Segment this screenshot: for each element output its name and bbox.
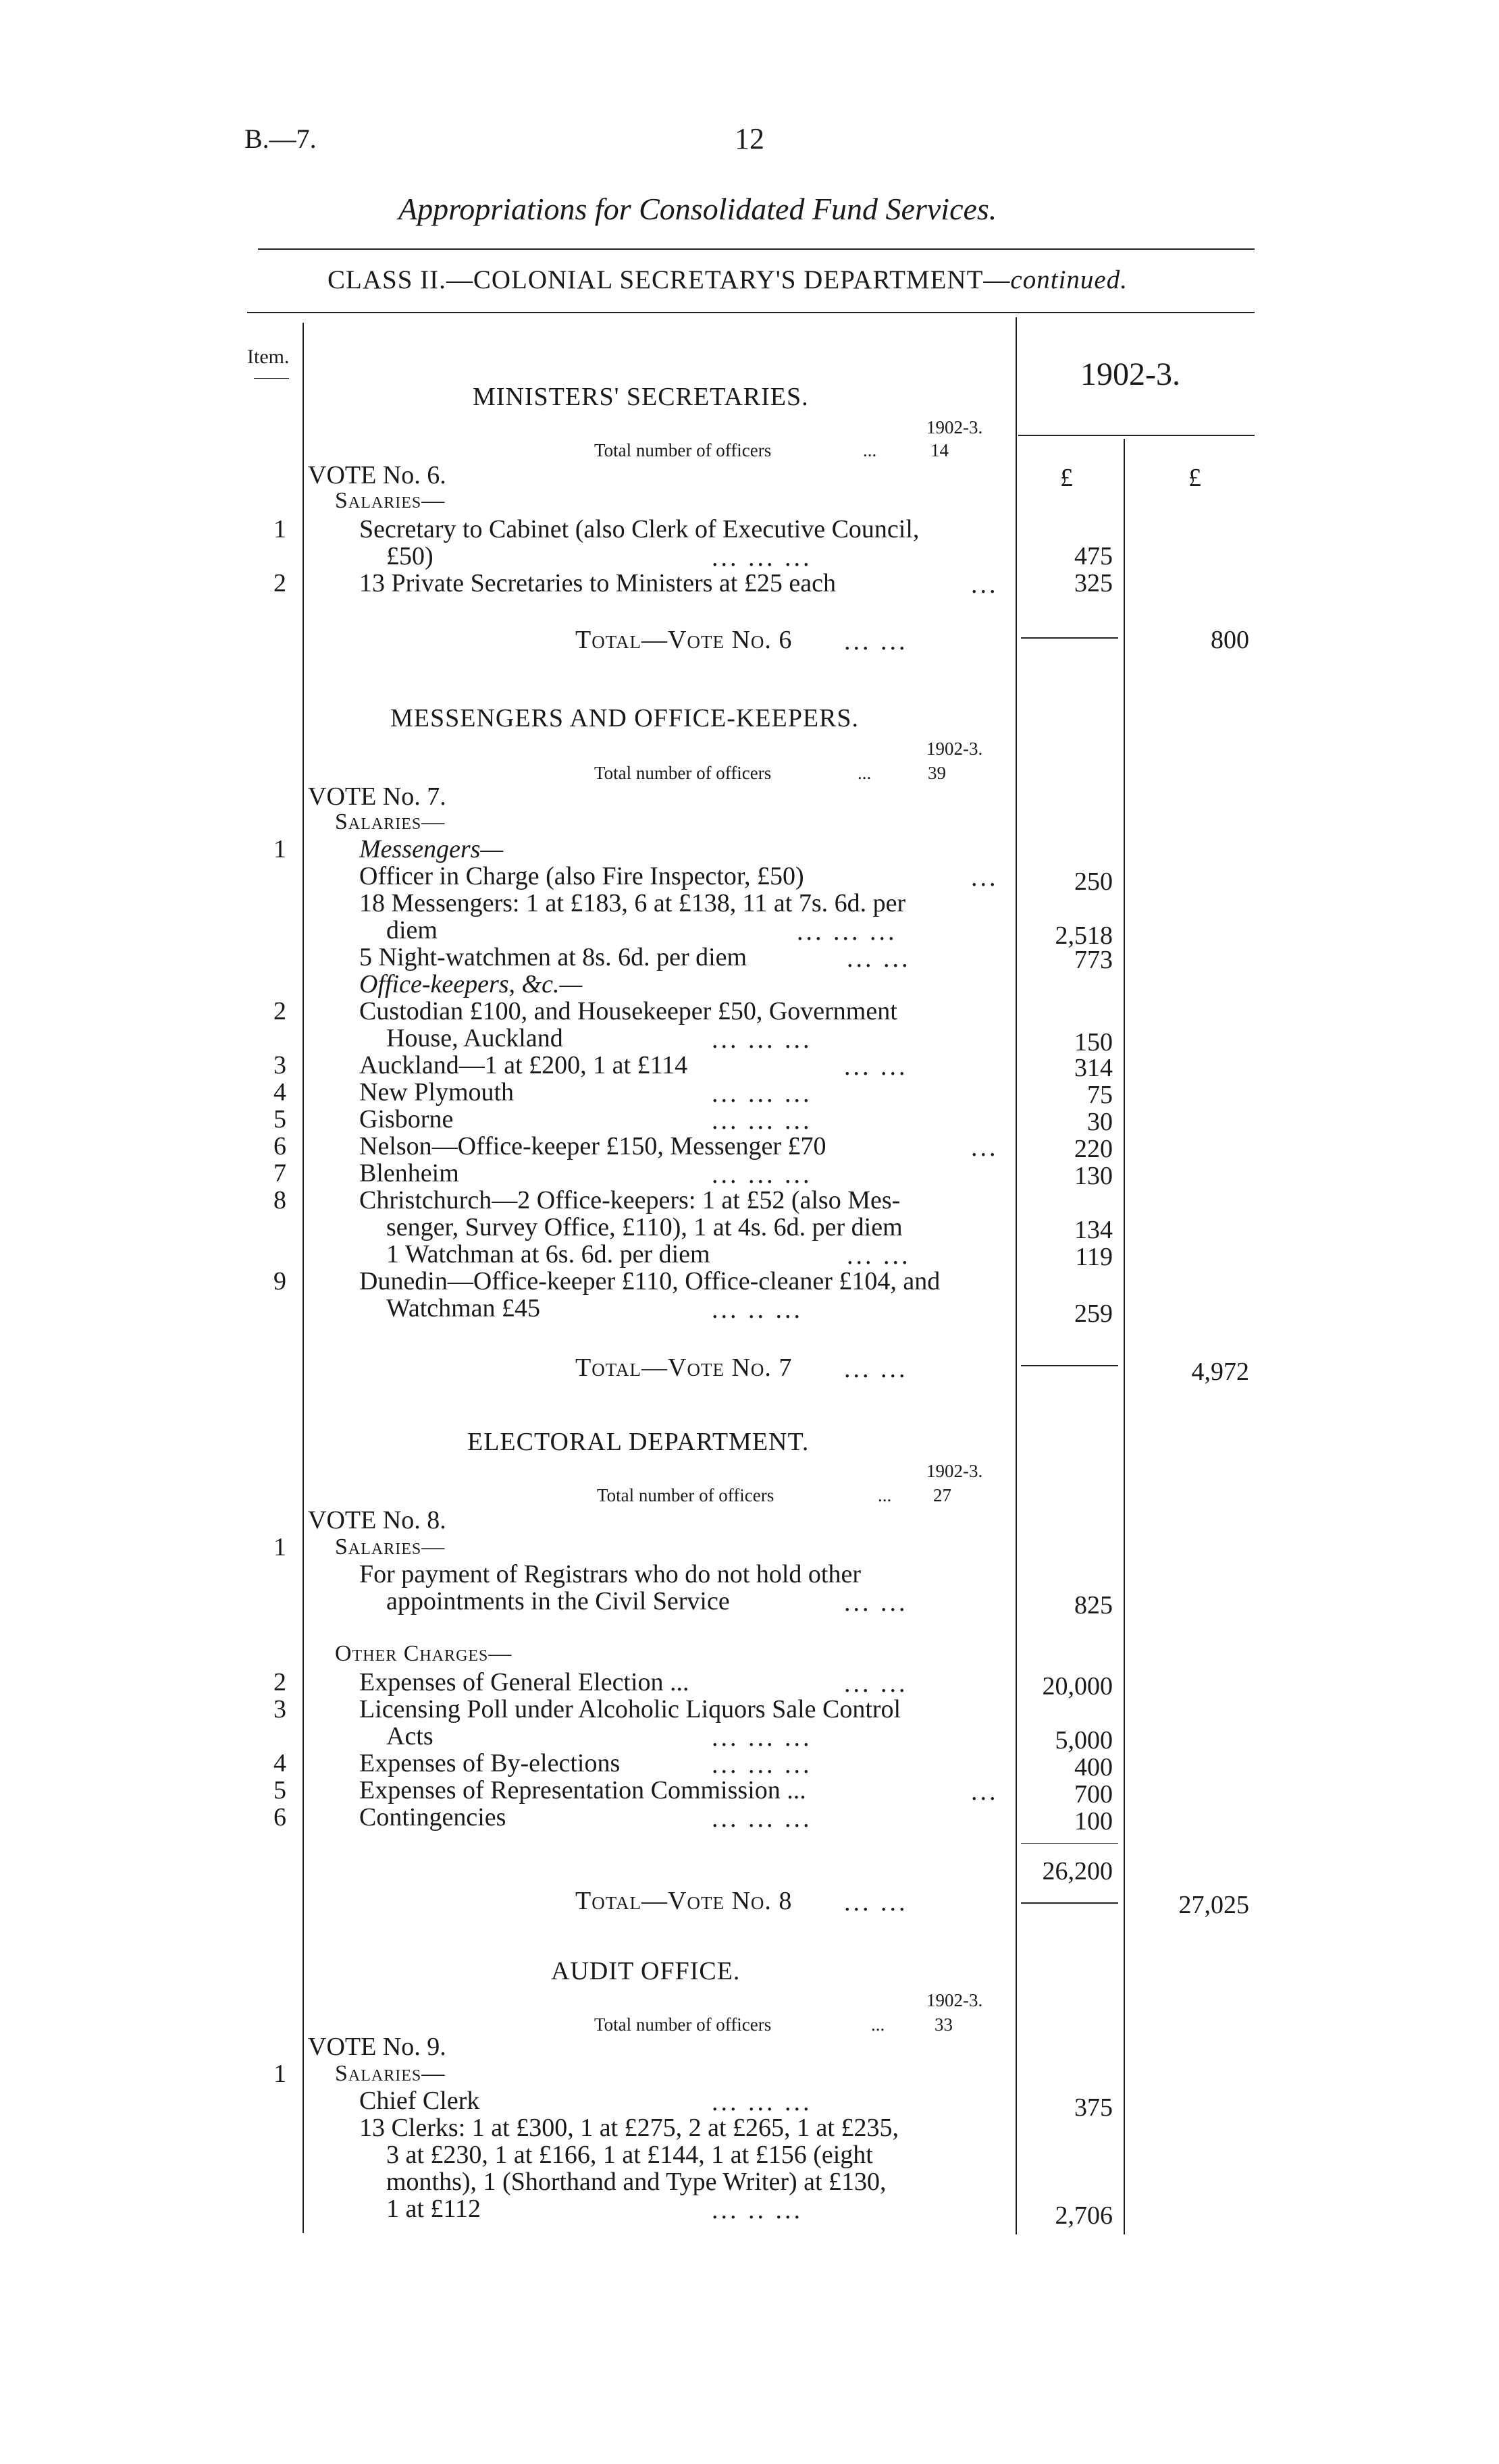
vote7-item2-num: 2 <box>273 997 286 1025</box>
vote7-m1: Officer in Charge (also Fire Inspector, £50) <box>359 862 804 890</box>
vote9-officers-label: Total number of officers <box>594 2014 772 2035</box>
vote7-item4-num: 4 <box>273 1078 286 1106</box>
vote8-item5-num: 5 <box>273 1776 286 1804</box>
vote8-other-charges: Other Charges— <box>335 1641 512 1666</box>
vote7-m2-line1: 18 Messengers: 1 at £183, 6 at £138, 11 at 7s. 6d. per <box>359 889 906 917</box>
class-heading <box>327 267 1128 294</box>
vote7-messengers: Messengers— <box>359 835 504 863</box>
vote6-salaries: Salaries— <box>335 488 446 513</box>
vote6-item2-num: 2 <box>273 569 286 597</box>
vote8-officers-count: 27 <box>933 1485 951 1505</box>
title-rule <box>258 248 1255 250</box>
vote6-officers-year: 1902-3. <box>926 417 983 437</box>
item-header-underline <box>254 378 289 379</box>
vote7-item5-num: 5 <box>273 1105 286 1133</box>
vote7-total-dots: ... ... <box>844 1355 908 1383</box>
vote7-item3-num: 3 <box>273 1051 286 1079</box>
page-number: 12 <box>735 122 764 155</box>
vote7-heading: MESSENGERS AND OFFICE-KEEPERS. <box>390 704 860 732</box>
vote8-i3-line1: Licensing Poll under Alcoholic Liquors Sale Control <box>359 1695 901 1723</box>
vote7-i7: Blenheim <box>359 1159 459 1187</box>
vote9-i1: Chief Clerk <box>359 2087 480 2115</box>
vote7-i8-line1: Christchurch—2 Office-keepers: 1 at £52 (also Mes- <box>359 1186 901 1214</box>
vote7-i5-amount: 30 <box>1087 1108 1113 1136</box>
vote8-i6: Contingencies <box>359 1803 506 1831</box>
vote7-i3-dots: ... ... <box>844 1052 908 1081</box>
page-ref: B.—7. <box>244 124 317 154</box>
vote7-i6-amount: 220 <box>1074 1135 1113 1163</box>
vote7-officers-label: Total number of officers <box>594 763 772 783</box>
vote7-i4-dots: ... ... ... <box>712 1079 812 1108</box>
vote7-i7-amount: 130 <box>1074 1162 1113 1190</box>
vote9-i2-line1: 13 Clerks: 1 at £300, 1 at £275, 2 at £265, 1 at £235, <box>359 2114 899 2142</box>
vote7-item1-num: 1 <box>273 835 286 863</box>
vote6-item1-amount: 475 <box>1074 542 1113 570</box>
vote7-i5: Gisborne <box>359 1105 454 1133</box>
vote7-label: VOTE No. 7. <box>308 782 446 811</box>
vote7-item9-num: 9 <box>273 1267 286 1295</box>
vote6-label: VOTE No. 6. <box>308 461 446 489</box>
vote6-officers-count: 14 <box>930 440 949 460</box>
vote8-i6-amount: 100 <box>1074 1807 1113 1836</box>
vote7-i2-dots: ... ... ... <box>712 1025 812 1054</box>
vote8-total-label: Total—Vote No. 8 <box>575 1887 793 1915</box>
vote8-officers-year: 1902-3. <box>926 1461 983 1481</box>
vote6-item1-line2: £50) <box>386 542 433 570</box>
vote7-item6-num: 6 <box>273 1132 286 1160</box>
vote7-i5-dots: ... ... ... <box>712 1106 812 1135</box>
vote7-i3: Auckland—1 at £200, 1 at £114 <box>359 1051 688 1079</box>
vote8-total: 27,025 <box>1178 1891 1249 1919</box>
vote6-item2-dots: ... <box>971 570 999 599</box>
vote6-total-rule <box>1021 637 1118 639</box>
vote7-i9-dots: ... .. ... <box>712 1295 803 1324</box>
vote8-subtotal: 26,200 <box>1042 1857 1113 1885</box>
page-title: Appropriations for Consolidated Fund Services. <box>398 192 997 226</box>
vote8-item4-num: 4 <box>273 1749 286 1777</box>
vote8-i5-dots: ... <box>971 1777 999 1806</box>
vote9-i2-dots: ... .. ... <box>712 2196 803 2224</box>
vote7-officers-count: 39 <box>928 763 946 783</box>
total-column-rule <box>1124 439 1125 2234</box>
vote8-salaries: Salaries— <box>335 1534 446 1559</box>
vote9-i2-amount: 2,706 <box>1055 2201 1113 2230</box>
vote8-i4-amount: 400 <box>1074 1753 1113 1782</box>
vote8-officers-label: Total number of officers <box>597 1485 774 1505</box>
vote7-i2-line1: Custodian £100, and Housekeeper £50, Government <box>359 997 897 1025</box>
vote7-total: 4,972 <box>1191 1358 1249 1386</box>
vote7-salaries: Salaries— <box>335 809 446 834</box>
vote9-i2-line4: 1 at £112 <box>386 2195 481 2223</box>
vote7-m2-line2: diem <box>386 916 438 944</box>
vote7-total-rule <box>1021 1365 1118 1366</box>
vote7-officers-dots: ... <box>858 763 872 783</box>
class-line-suffix: continued. <box>1010 265 1128 294</box>
vote7-item7-num: 7 <box>273 1159 286 1187</box>
vote6-officers-label: Total number of officers <box>594 440 772 460</box>
vote8-i4-dots: ... ... ... <box>712 1750 812 1779</box>
vote6-item1-num: 1 <box>273 515 286 543</box>
vote8-item3-num: 3 <box>273 1695 286 1723</box>
vote8-item6-num: 6 <box>273 1803 286 1831</box>
vote7-m3-dots: ... ... <box>847 944 911 973</box>
vote8-total-dots: ... ... <box>844 1888 908 1917</box>
vote9-heading: AUDIT OFFICE. <box>551 1957 741 1985</box>
vote8-i2-amount: 20,000 <box>1042 1672 1113 1700</box>
vote6-total-dots: ... ... <box>844 627 908 655</box>
pound-sign-2: £ <box>1188 464 1201 492</box>
vote8-officers-dots: ... <box>878 1485 892 1505</box>
vote7-i2-amount: 150 <box>1074 1028 1113 1056</box>
vote8-i1-line2: appointments in the Civil Service <box>386 1587 730 1615</box>
vote8-item2-num: 2 <box>273 1668 286 1696</box>
vote8-i1-line1: For payment of Registrars who do not hold other <box>359 1560 862 1588</box>
vote9-officers-count: 33 <box>935 2014 953 2035</box>
vote6-item1-dots: ... ... ... <box>712 543 812 572</box>
item-column-rule <box>303 323 304 2233</box>
vote8-i4: Expenses of By-elections <box>359 1749 621 1777</box>
vote7-i9-line1: Dunedin—Office-keeper £110, Office-cleaner £104, and <box>359 1267 941 1295</box>
vote8-item1-num: 1 <box>273 1533 286 1561</box>
vote7-i4-amount: 75 <box>1087 1081 1113 1109</box>
vote8-i2: Expenses of General Election ... <box>359 1668 689 1696</box>
vote9-item1-num: 1 <box>273 2060 286 2088</box>
vote9-label: VOTE No. 9. <box>308 2033 446 2061</box>
year-rule <box>1018 435 1255 436</box>
vote6-item2-line1: 13 Private Secretaries to Ministers at £25 each <box>359 569 836 597</box>
vote6-item1-line1: Secretary to Cabinet (also Clerk of Executive Council, <box>359 515 920 543</box>
vote7-i4: New Plymouth <box>359 1078 515 1106</box>
vote8-label: VOTE No. 8. <box>308 1506 446 1534</box>
vote8-i1-amount: 825 <box>1074 1591 1113 1619</box>
vote8-i5: Expenses of Representation Commission ... <box>359 1776 806 1804</box>
vote6-heading: MINISTERS' SECRETARIES. <box>473 383 809 411</box>
vote7-i2-line2: House, Auckland <box>386 1024 563 1052</box>
vote6-officers-dots: ... <box>863 440 877 460</box>
vote7-i8-line3-dots: ... ... <box>847 1241 911 1270</box>
class-line: CLASS II.—COLONIAL SECRETARY'S DEPARTMENT— <box>327 265 1011 294</box>
vote8-i2-dots: ... ... <box>844 1669 908 1698</box>
vote8-i6-dots: ... ... ... <box>712 1804 812 1833</box>
vote7-m2-amount: 2,518 <box>1055 921 1113 950</box>
table-top-rule <box>247 312 1255 313</box>
vote7-m2-dots: ... ... ... <box>797 917 897 946</box>
vote7-i8-line2: senger, Survey Office, £110), 1 at 4s. 6d. per diem <box>386 1213 903 1241</box>
vote9-officers-dots: ... <box>871 2014 885 2035</box>
vote9-salaries: Salaries— <box>335 2061 446 2086</box>
vote9-i1-dots: ... ... ... <box>712 2088 812 2116</box>
vote7-i9-amount: 259 <box>1074 1300 1113 1328</box>
vote8-i3-amount: 5,000 <box>1055 1726 1113 1755</box>
vote8-i5-amount: 700 <box>1074 1780 1113 1809</box>
vote8-i3-dots: ... ... ... <box>712 1723 812 1752</box>
vote7-i8-amount: 134 <box>1074 1216 1113 1244</box>
vote8-total-rule <box>1021 1902 1118 1904</box>
vote7-i6: Nelson—Office-keeper £150, Messenger £70 <box>359 1132 826 1160</box>
vote8-i1-dots: ... ... <box>844 1588 908 1617</box>
vote7-i3-amount: 314 <box>1074 1054 1113 1082</box>
vote7-i7-dots: ... ... ... <box>712 1160 812 1189</box>
vote6-total-label: Total—Vote No. 6 <box>575 626 793 654</box>
vote7-m1-amount: 250 <box>1074 867 1113 896</box>
vote7-m1-dots: ... <box>971 863 999 892</box>
vote7-i8b-amount: 119 <box>1075 1243 1113 1271</box>
vote7-m3-amount: 773 <box>1074 946 1113 974</box>
vote7-item8-num: 8 <box>273 1186 286 1214</box>
vote9-officers-year: 1902-3. <box>926 1990 983 2010</box>
vote8-i3-line2: Acts <box>386 1722 433 1750</box>
pound-sign-1: £ <box>1060 464 1073 492</box>
vote8-heading: ELECTORAL DEPARTMENT. <box>467 1428 810 1456</box>
vote7-total-label: Total—Vote No. 7 <box>575 1354 793 1382</box>
vote7-officers-year: 1902-3. <box>926 739 983 759</box>
vote8-subtotal-top-rule <box>1021 1843 1118 1844</box>
vote7-i8-line3: 1 Watchman at 6s. 6d. per diem <box>386 1240 710 1268</box>
vote7-i9-line2: Watchman £45 <box>386 1294 541 1322</box>
vote9-i2-line3: months), 1 (Shorthand and Type Writer) at £130, <box>386 2168 887 2196</box>
vote7-i6-dots: ... <box>971 1133 999 1162</box>
year-column-header: 1902-3. <box>1080 356 1180 392</box>
amount-column-rule <box>1016 317 1017 2234</box>
vote9-i2-line2: 3 at £230, 1 at £166, 1 at £144, 1 at £156 (eight <box>386 2141 873 2169</box>
vote7-office-keepers: Office-keepers, &c.— <box>359 970 583 998</box>
vote6-item2-amount: 325 <box>1074 569 1113 597</box>
vote7-m3: 5 Night-watchmen at 8s. 6d. per diem <box>359 943 747 971</box>
vote9-i1-amount: 375 <box>1074 2093 1113 2122</box>
item-column-header: Item. <box>247 346 290 368</box>
vote6-total: 800 <box>1211 626 1249 654</box>
